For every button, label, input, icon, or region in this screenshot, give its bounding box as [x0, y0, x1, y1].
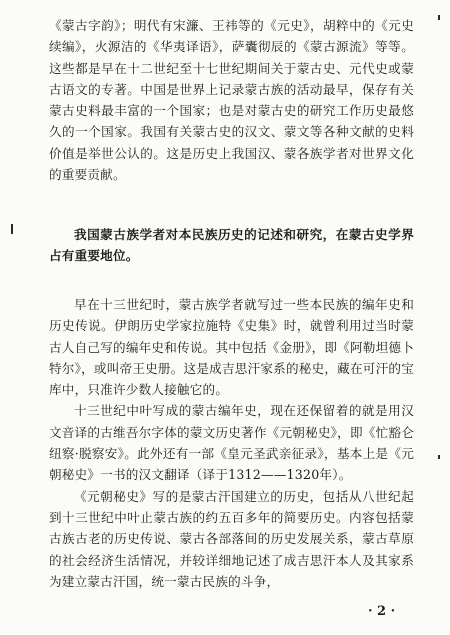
- intro-text-block: [49, 15, 414, 185]
- paragraph: 早在十三世纪时，蒙古族学者就写过一些本民族的编年史和历史传说。伊朗历史学家拉施特《史集》时，就曾利用过当时蒙古人自己写的编年史和传说。其中包括《金册》，即《阿勒坦德卜特尔》，或叫帝王史册。这是成吉思汗家系的秘史，藏在可汗的宝库中，只准许少数人接触它的。: [49, 297, 414, 398]
- body-text-block: [49, 294, 414, 592]
- scan-speck: [438, 455, 440, 459]
- section-heading: 我国蒙古族学者对本民族历史的记述和研究，在蒙古史学界占有重要地位。: [49, 227, 414, 264]
- paragraph: 《蒙古字韵》；明代有宋濂、王祎等的《元史》，胡粹中的《元史续编》，火源洁的《华夷译语》，萨囊彻辰的《蒙古源流》等等。这些都是早在十二世纪至十七世纪期间关于蒙古史、元代史或蒙古语文的专著。中国是世界上记录蒙古族的活动最早，保存有关蒙古史料最丰富的一个国家；也是对蒙古史的研究工作历史最悠久的一个国家。我国有关蒙古史的汉文、蒙文等各种文献的史料价值是举世公认的。这是历史上我国汉、蒙各族学者对世界文化的重要贡献。: [49, 18, 414, 183]
- scan-speck: [438, 15, 440, 20]
- section-heading-block: [49, 224, 414, 267]
- page-number: · 2 ·: [368, 604, 396, 619]
- paragraph: 十三世纪中叶写成的蒙古编年史，现在还保留着的就是用汉文音译的古维吾尔字体的蒙文历史著作《元朝秘史》，即《忙豁仑纽察·脱察安》。此外还有一部《皇元圣武亲征录》，基本上是《元朝秘史》一书的汉文翻译（译于1312——1320年）。: [49, 403, 414, 483]
- paragraph: 《元朝秘史》写的是蒙古汗国建立的历史，包括从八世纪起到十三世纪中叶止蒙古族的约五百多年的简要历史。内容包括蒙古族古老的历史传说、蒙古各部落间的历史发展关系，蒙古草原的社会经济生活情况，并较详细地记述了成吉思汗本人及其家系为建立蒙古汗国，统一蒙古民族的斗争，: [49, 488, 414, 589]
- scan-speck: [11, 224, 13, 234]
